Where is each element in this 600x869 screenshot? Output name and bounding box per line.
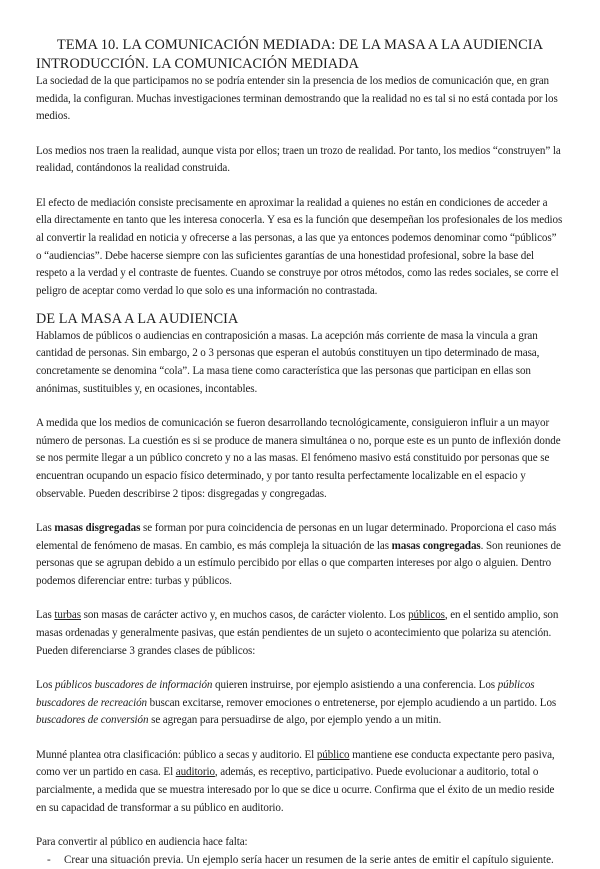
term-publicos: públicos [408,609,445,622]
paragraph: El efecto de mediación consiste precisamente en aproximar la realidad a quienes no están en condiciones de acceder a ella directamente en tanto que les interesa conocerla. Y esa es la función que desempeñan los profesionales de los medios al convertir la realidad en noticia y ofrecerse a las personas, a las que ya entonces podemos denominar como “públicos” o “audiencias”. Debe hacerse siempre con las suficientes garantías de una honestidad profesional, sobre la base del respeto a la verdad y el contraste de fuentes. Cuando se construye por otros métodos, como las redes sociales, se corre el peligro de aceptar como verdad lo que solo es una información no contrastada. [36,196,563,298]
list-dash: - [47,853,51,866]
requirements-list [36,852,564,869]
term-buscadores-recreacion: públicos buscadores de recreación [36,678,535,709]
section-heading-masa-audiencia: DE LA MASA A LA AUDIENCIA [36,310,239,327]
term-auditorio: auditorio [175,766,215,779]
term-publico: público [316,748,350,761]
paragraph: Hablamos de públicos o audiencias en contraposición a masas. La acepción más corriente de masa la vincula a gran cantidad de personas. Sin embargo, 2 o 3 personas que esperan el autobús constituyen un tipo determinado de masa, concretamente se denomina “cola”. La masa tiene como característica que las personas que participan en ellas son anónimas, sustituibles y, en ocasiones, incontables. [36,329,540,395]
paragraph: Las turbas son masas de carácter activo y, en muchos casos, de carácter violento. Los públicos, en el sentido amplio, son masas ordenadas y generalmente pasivas, que están pendientes de un sujeto o acontecimiento que polariza su atención. Pueden diferenciarse 3 grandes clases de públicos: [36,609,559,657]
paragraph: Munné plantea otra clasificación: público a secas y auditorio. El público mantiene ese conducta expectante pero pasiva, como ver un partido en casa. El auditorio, además, es receptivo, participativo. Puede evolucionar a auditorio, total o parcialmente, a medida que se muestra interesado por lo que se dice u ocurre. Confirma que el éxito de un medio reside en su capacidad de transformar a su público en auditorio. [36,748,555,814]
document-title: TEMA 10. LA COMUNICACIÓN MEDIADA: DE LA MASA A LA AUDIENCIA [56,37,544,53]
term-buscadores-conversion: buscadores de conversión [36,714,149,727]
section-heading-introduction: INTRODUCCIÓN. LA COMUNICACIÓN MEDIADA [36,56,359,72]
paragraph: A medida que los medios de comunicación se fueron desarrollando tecnológicamente, consiguieron influir a un mayor número de personas. La cuestión es si se produce de manera simultánea o no, porque este es un punto de inflexión donde se nos permite llegar a un público concreto y no a las masas. El fenómeno masivo está constituido por personas que se encuentran ocupando un espacio físico determinado, y por tanto resulta perfectamente localizable en el espacio y observable. Pueden describirse 2 tipos: disgregadas y congregadas. [36,417,561,500]
term-buscadores-informacion: públicos buscadores de información [55,678,213,691]
paragraph: La sociedad de la que participamos no se podría entender sin la presencia de los medios de comunicación que, en gran medida, la configuran. Muchas investigaciones terminan demostrando que la realidad no es tal si no está contada por los medios. [36,75,558,123]
term-masas-disgregadas: masas disgregadas [54,522,141,535]
paragraph: Las masas disgregadas se forman por pura coincidencia de personas en un lugar determinado. Proporciona el caso más elemental de fenómeno de masas. En cambio, es más compleja la situación de las masas congregadas. Son reuniones de personas que se agrupan debido a un estímulo percibido por ellas o que comparten intereses por algo o alguien. Dentro podemos diferenciar entre: turbas y públicos. [36,522,561,588]
term-turbas: turbas [54,609,81,622]
paragraph: Los medios nos traen la realidad, aunque vista por ellos; traen un trozo de realidad. Por tanto, los medios “construyen” la realidad, contándonos la realidad construida. [36,144,561,175]
list-item [36,852,564,869]
paragraph: Para convertir al público en audiencia hace falta: [36,835,248,848]
paragraph: Los públicos buscadores de información quieren instruirse, por ejemplo asistiendo a una conferencia. Los públicos buscadores de recreación buscan excitarse, remover emociones o entretenerse, por ejemplo acudiendo a un partido. Los buscadores de conversión se agregan para persuadirse de algo, por ejemplo yendo a un mitin. [36,678,557,727]
list-item-text: Crear una situación previa. Un ejemplo sería hacer un resumen de la serie antes de emitir el capítulo siguiente. [64,853,554,866]
term-masas-congregadas: masas congregadas [391,539,481,552]
